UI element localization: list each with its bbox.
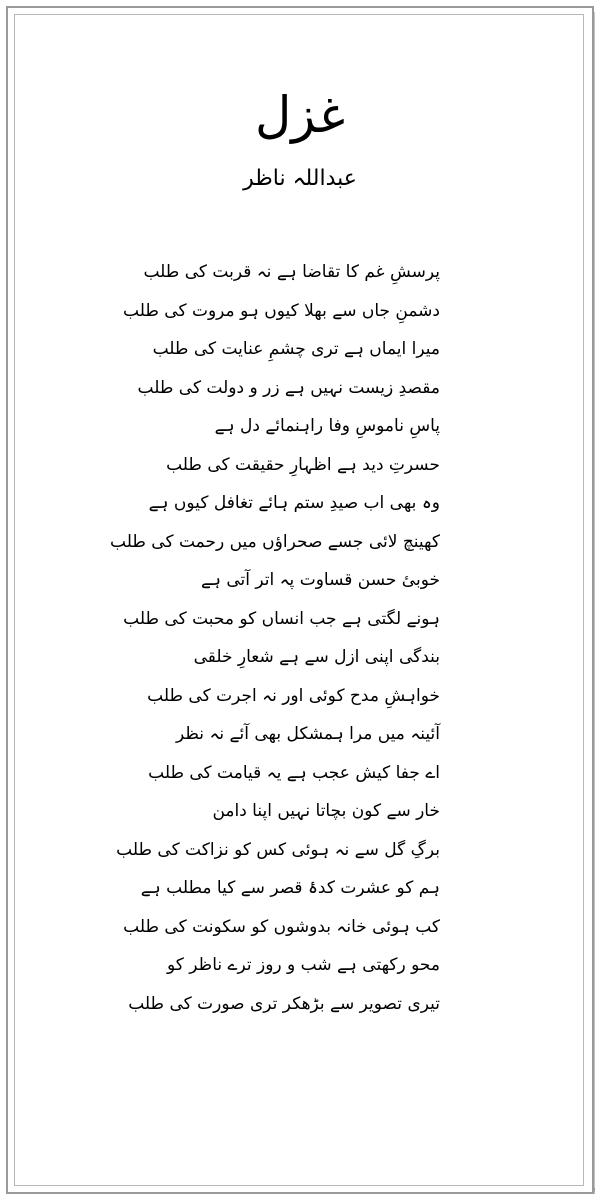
verse-line: حسرتِ دید ہے اظہارِ حقیقت کی طلب bbox=[166, 454, 440, 475]
verse-line: پاسِ ناموسِ وفا راہنمائے دل ہے bbox=[214, 416, 440, 436]
verse-line: برگِ گل سے نہ ہوئی کس کو نزاکت کی طلب bbox=[116, 839, 440, 860]
verse-line: بندگی اپنی ازل سے ہے شعارِ خلقی bbox=[193, 647, 440, 667]
verse-line: کب ہوئی خانہ بدوشوں کو سکونت کی طلب bbox=[123, 916, 440, 937]
poem-title: غزل bbox=[254, 86, 346, 144]
verse-line: محو رکھتی ہے شب و روز ترے ناظر کو bbox=[167, 955, 440, 975]
verse-line: ہم کو عشرت کدۂ قصر سے کیا مطلب ہے bbox=[140, 878, 440, 898]
verse-line: کھینچ لائی جسے صحراؤں میں رحمت کی طلب bbox=[110, 531, 440, 552]
verse-line: پرسشِ غم کا تقاضا ہے نہ قربت کی طلب bbox=[143, 262, 440, 282]
verse-line: اے جفا کیش عجب ہے یہ قیامت کی طلب bbox=[148, 762, 440, 783]
poet-name: عبداللہ ناظر bbox=[243, 166, 357, 191]
verse-line: دشمنِ جاں سے بھلا کیوں ہو مروت کی طلب bbox=[123, 300, 440, 321]
verse-line: تیری تصویر سے بڑھکر تری صورت کی طلب bbox=[128, 993, 440, 1014]
verse-line: میرا ایماں ہے تری چشمِ عنایت کی طلب bbox=[152, 339, 440, 359]
verse-list bbox=[110, 253, 440, 1023]
verse-line: خار سے کون بچاتا نہیں اپنا دامن bbox=[212, 801, 440, 821]
verse-line: خواہشِ مدح کوئی اور نہ اجرت کی طلب bbox=[147, 685, 440, 706]
verse-line: ہونے لگتی ہے جب انساں کو محبت کی طلب bbox=[123, 608, 440, 629]
verse-line: مقصدِ زیست نہیں ہے زر و دولت کی طلب bbox=[137, 377, 440, 398]
verse-line: آئینہ میں مرا ہمشکل بھی آئے نہ نظر bbox=[175, 724, 440, 744]
verse-line: خوبیٔ حسن قساوت پہ اتر آتی ہے bbox=[201, 570, 440, 590]
verse-line: وہ بھی اب صیدِ ستم ہائے تغافل کیوں ہے bbox=[148, 493, 440, 513]
